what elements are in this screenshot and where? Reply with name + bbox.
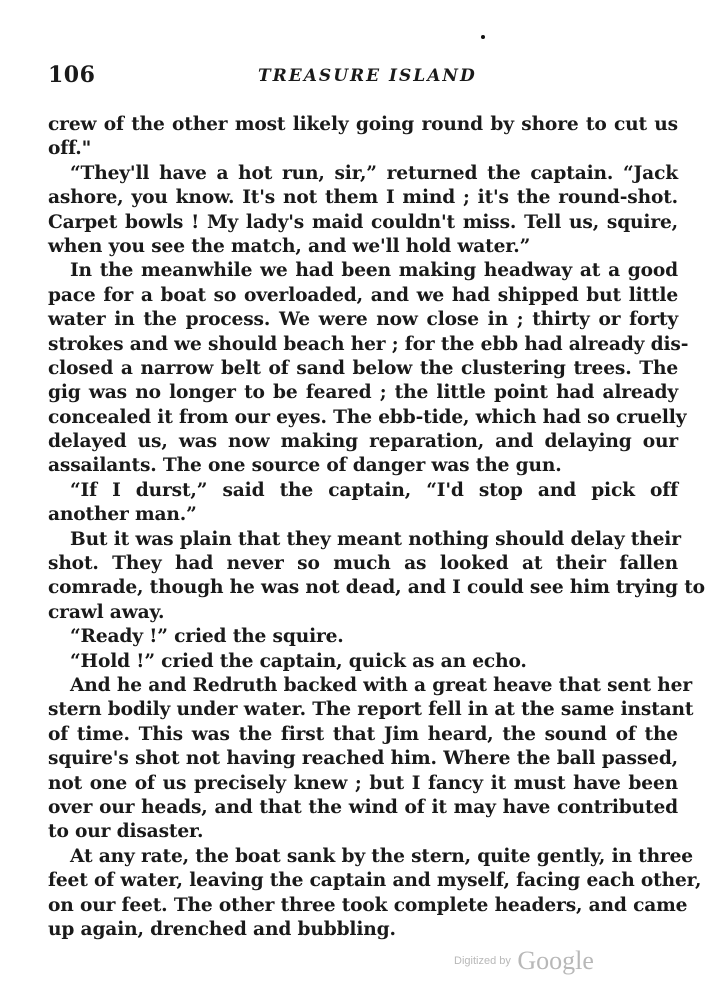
text-line: “If I durst,” said the captain, “I'd stop and pick off <box>70 479 678 501</box>
ink-speck <box>481 35 485 39</box>
text-line: when you see the match, and we'll hold water.” <box>48 235 531 257</box>
text-line: feet of water, leaving the captain and myself, facing each other, <box>48 870 702 892</box>
text-line: stern bodily under water. The report fell in at the same instant <box>48 699 694 721</box>
text-line: crawl away. <box>48 601 165 623</box>
text-line: over our heads, and that the wind of it may have contributed <box>48 796 678 818</box>
text-line: off." <box>48 138 92 160</box>
text-line: delayed us, was now making reparation, and delaying our <box>48 431 678 453</box>
text-line: In the meanwhile we had been making headway at a good <box>70 260 678 282</box>
running-title: TREASURE ISLAND <box>258 66 477 86</box>
text-line: shot. They had never so much as looked at their fallen <box>48 553 678 575</box>
text-line: But it was plain that they meant nothing should delay their <box>70 528 681 550</box>
text-line: concealed it from our eyes. The ebb-tide, which had so cruelly <box>48 406 687 428</box>
watermark-prefix: Digitized by <box>454 955 511 967</box>
text-line: of time. This was the first that Jim heard, the sound of the <box>48 723 678 745</box>
text-line: comrade, though he was not dead, and I could see him trying to <box>48 577 705 599</box>
text-line: up again, drenched and bubbling. <box>48 918 396 940</box>
text-line: closed a narrow belt of sand below the clustering trees. The <box>48 357 678 379</box>
text-line: not one of us precisely knew ; but I fancy it must have been <box>48 772 678 794</box>
text-line: another man.” <box>48 504 197 526</box>
text-line: At any rate, the boat sank by the stern, quite gently, in three <box>70 845 693 867</box>
text-line: crew of the other most likely going round by shore to cut us <box>48 114 678 135</box>
text-line: pace for a boat so overloaded, and we had shipped but little <box>48 284 678 306</box>
text-line: “They'll have a hot run, sir,” returned the captain. “Jack <box>70 162 678 184</box>
body-text <box>48 113 705 942</box>
page-header <box>48 62 678 96</box>
page-number: 106 <box>48 62 96 88</box>
text-line: “Ready !” cried the squire. <box>70 626 344 648</box>
text-line: gig was no longer to be feared ; the little point had already <box>48 382 678 404</box>
text-line: And he and Redruth backed with a great heave that sent her <box>70 674 692 696</box>
text-line: strokes and we should beach her ; for the ebb had already dis- <box>48 333 689 355</box>
google-logo: Google <box>517 946 594 975</box>
digitized-watermark <box>454 946 594 976</box>
text-line: ashore, you know. It's not them I mind ; it's the round-shot. <box>48 187 678 209</box>
text-line: to our disaster. <box>48 821 204 843</box>
text-line: Carpet bowls ! My lady's maid couldn't miss. Tell us, squire, <box>48 211 678 233</box>
text-line: squire's shot not having reached him. Where the ball passed, <box>48 748 678 770</box>
text-line: “Hold !” cried the captain, quick as an echo. <box>70 650 527 672</box>
text-line: assailants. The one source of danger was the gun. <box>48 455 562 477</box>
text-line: on our feet. The other three took complete headers, and came <box>48 894 688 916</box>
text-line: water in the process. We were now close in ; thirty or forty <box>48 309 678 331</box>
